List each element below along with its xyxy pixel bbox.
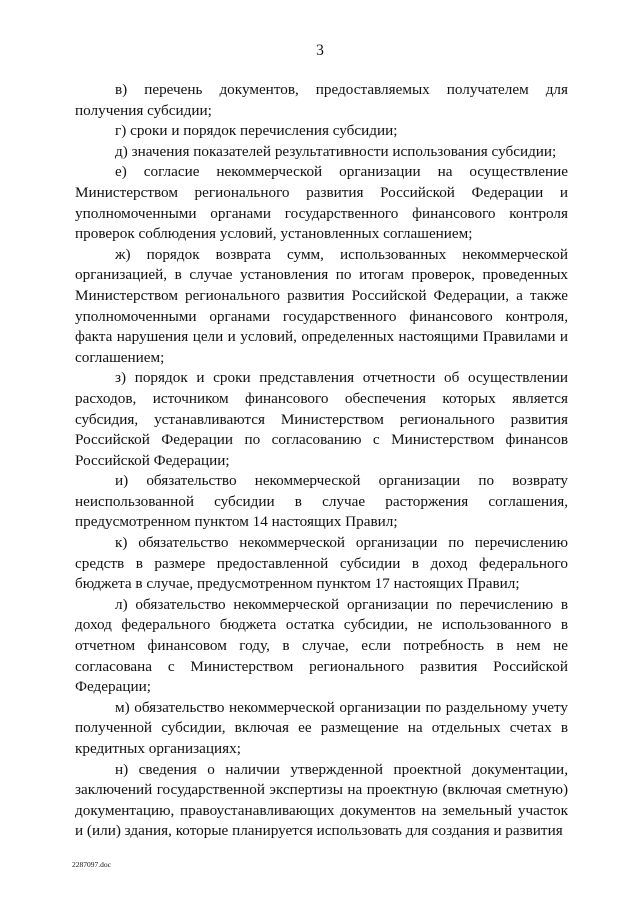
paragraph-m: м) обязательство некоммерческой организации по раздельному учету полученной субсидии, включая ее размещение на отдельных счетах в кредитных организациях; bbox=[75, 698, 568, 757]
paragraph-l: л) обязательство некоммерческой организации по перечислению в доход федерального бюджета остатка субсидии, не использованного в отчетном финансовом году, в случае, если потребность в нем не согласована с Министерством регионального развития Российской Федерации; bbox=[75, 595, 568, 696]
paragraph-z: з) порядок и сроки представления отчетности об осуществлении расходов, источником финансового обеспечения которых является субсидия, устанавливаются Министерством регионального развития Российской Федерации по согласованию с Министерством финансов Российской Федерации; bbox=[75, 369, 568, 469]
paragraph-e: е) согласие некоммерческой организации на осуществление Министерством регионального развития Российской Федерации и уполномоченными органами государственного финансового контроля проверок соблюдения условий, установленных соглашением; bbox=[75, 163, 568, 243]
paragraph-k: к) обязательство некоммерческой организации по перечислению средств в размере предоставленной субсидии в доход федерального бюджета в случае, предусмотренном пунктом 17 настоящих Правил; bbox=[75, 534, 568, 593]
page-number: 3 bbox=[316, 42, 324, 59]
paragraph-d: д) значения показателей результативности использования субсидии; bbox=[115, 142, 557, 160]
paragraph-n: н) сведения о наличии утвержденной проектной документации, заключений государственной экспертизы на проектную (включая сметную) документацию, правоустанавливающих документов на земельный участок и (или) здания, которые планируется использовать для создания и развития bbox=[75, 760, 568, 840]
footer-filename: 2287097.doc bbox=[72, 860, 111, 869]
paragraph-v: в) перечень документов, предоставляемых получателем для получения субсидии; bbox=[75, 81, 568, 119]
paragraph-g: г) сроки и порядок перечисления субсидии; bbox=[115, 122, 398, 140]
paragraph-zh: ж) порядок возврата сумм, использованных некоммерческой организацией, в случае установления по итогам проверок, проведенных Министерством регионального развития Российской Федерации, а также уполномоченными органами государственного финансового контроля, факта нарушения цели и условий, определенных настоящими Правилами и соглашением; bbox=[75, 245, 568, 366]
document-body bbox=[75, 80, 568, 842]
paragraph-i: и) обязательство некоммерческой организации по возврату неиспользованной субсидии в случае расторжения соглашения, предусмотренном пунктом 14 настоящих Правил; bbox=[75, 472, 568, 531]
